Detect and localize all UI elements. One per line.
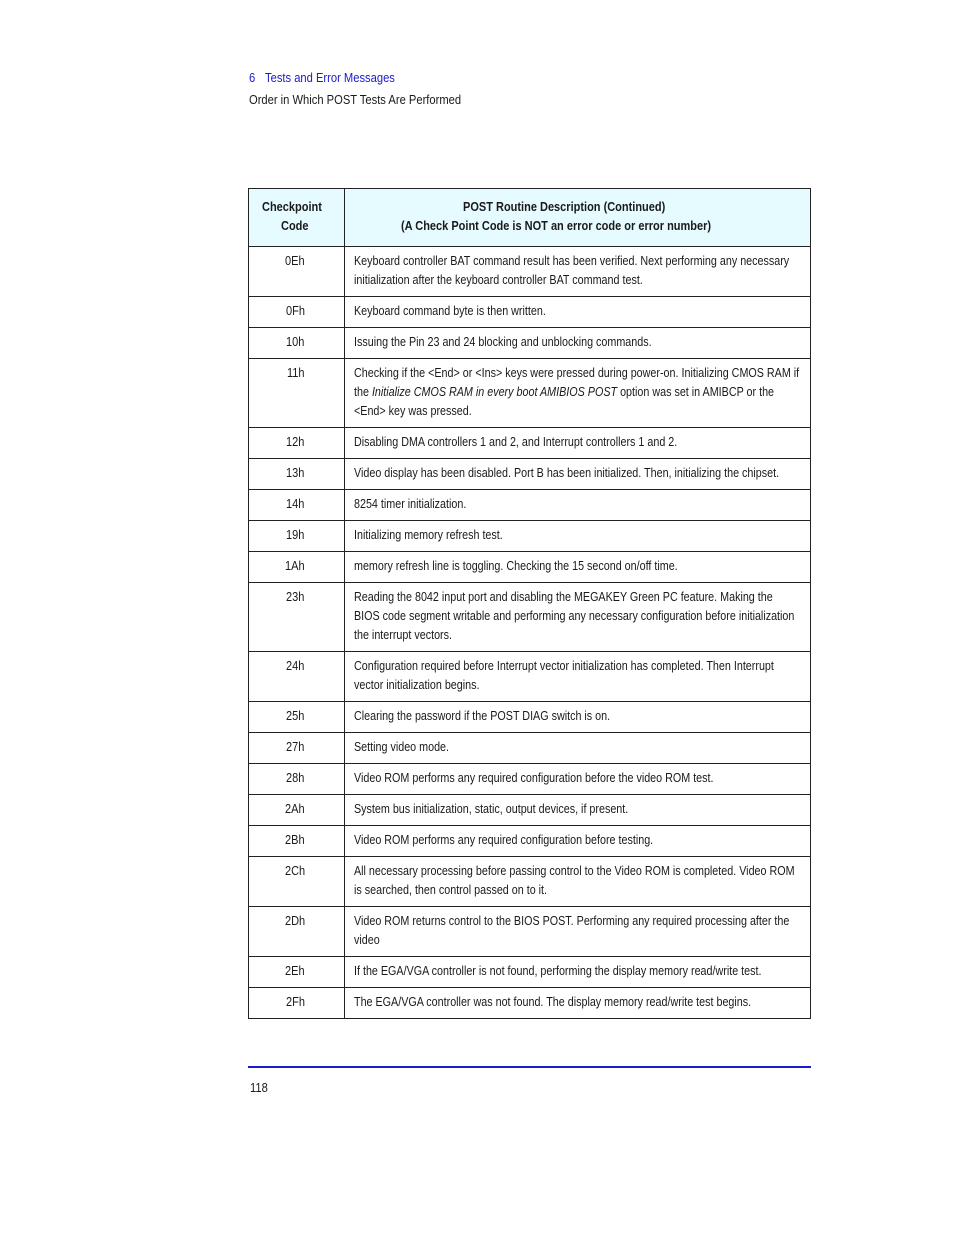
description-header xyxy=(345,189,811,247)
checkpoint-code: 12h xyxy=(286,435,305,449)
checkpoint-code: 0Fh xyxy=(285,304,305,318)
col1-header-line2: Code xyxy=(280,219,309,233)
table-row xyxy=(249,359,811,428)
desc-text: key was pressed. xyxy=(385,404,472,418)
end-key: <End> xyxy=(354,404,386,418)
table-row xyxy=(249,552,811,583)
page-number: 118 xyxy=(250,1080,268,1095)
table-row xyxy=(249,702,811,733)
table-row xyxy=(249,988,811,1019)
table-row xyxy=(249,459,811,490)
row-description: Keyboard command byte is then written. xyxy=(354,304,546,318)
row-description xyxy=(354,364,801,421)
checkpoint-code: 2Bh xyxy=(285,833,305,847)
row-description: Issuing the Pin 23 and 24 blocking and unblocking commands. xyxy=(354,335,652,349)
desc-text: option was set in AMIBCP or the xyxy=(617,385,775,399)
table-row xyxy=(249,328,811,359)
checkpoint-code: 13h xyxy=(286,466,305,480)
col1-header-line1: Checkpoint xyxy=(262,200,323,214)
table-row xyxy=(249,247,811,297)
checkpoint-code: 2Eh xyxy=(285,964,305,978)
checkpoint-code: 2Fh xyxy=(285,995,305,1009)
row-description: System bus initialization, static, output devices, if present. xyxy=(354,802,629,816)
checkpoint-code: 23h xyxy=(286,590,305,604)
table-row xyxy=(249,428,811,459)
table-row xyxy=(249,826,811,857)
checkpoint-code: 27h xyxy=(286,740,305,754)
checkpoint-code: 2Ch xyxy=(285,864,306,878)
table-row xyxy=(249,583,811,652)
ins-key: <Ins> xyxy=(475,366,503,380)
row-description: Video ROM performs any required configuration before testing. xyxy=(354,833,654,847)
col2-header-line2: (A Check Point Code is NOT an error code or error number) xyxy=(401,219,712,233)
footer-rule xyxy=(248,1066,811,1068)
row-description: Video ROM performs any required configuration before the video ROM test. xyxy=(354,771,714,785)
checkpoint-code: 28h xyxy=(286,771,305,785)
chapter-title: Tests and Error Messages xyxy=(265,70,395,85)
table-row xyxy=(249,490,811,521)
row-description: Configuration required before Interrupt vector initialization has completed. Then Interrupt vector initialization begins. xyxy=(354,659,774,692)
desc-text: Checking if the xyxy=(354,366,429,380)
checkpoint-code-header xyxy=(249,189,345,247)
row-description: Video ROM returns control to the BIOS POST. Performing any required processing after the video xyxy=(354,914,790,947)
checkpoint-code: 1Ah xyxy=(285,559,305,573)
row-description: Reading the 8042 input port and disabling the MEGAKEY Green PC feature. Making the BIOS code segment writable and performing any necessary configuration before initialization the interrupt vectors. xyxy=(354,590,795,642)
row-description: Clearing the password if the POST DIAG switch is on. xyxy=(354,709,611,723)
row-description: The EGA/VGA controller was not found. The display memory read/write test begins. xyxy=(354,995,752,1009)
row-description: 8254 timer initialization. xyxy=(354,497,467,511)
table-row xyxy=(249,733,811,764)
checkpoint-code: 25h xyxy=(286,709,305,723)
checkpoint-code: 2Ah xyxy=(285,802,305,816)
table-row xyxy=(249,652,811,702)
chapter-number: 6 xyxy=(249,70,256,85)
table-header-row xyxy=(249,189,811,247)
row-description: Initializing memory refresh test. xyxy=(354,528,503,542)
table-row xyxy=(249,795,811,826)
table-row xyxy=(249,521,811,552)
table-row xyxy=(249,907,811,957)
desc-text: or xyxy=(459,366,476,380)
desc-text: keys were pressed during power-on. Initializing CMOS RAM if the xyxy=(354,366,800,399)
table-row xyxy=(249,957,811,988)
checkpoint-code: 24h xyxy=(286,659,305,673)
table-row xyxy=(249,297,811,328)
checkpoint-code: 0Eh xyxy=(285,254,305,268)
checkpoint-code: 19h xyxy=(286,528,305,542)
checkpoint-code: 11h xyxy=(286,366,305,380)
table-row xyxy=(249,764,811,795)
post-checkpoint-table xyxy=(248,188,811,1019)
table-row xyxy=(249,857,811,907)
checkpoint-code: 14h xyxy=(286,497,305,511)
checkpoint-code: 10h xyxy=(286,335,305,349)
end-key: <End> xyxy=(428,366,460,380)
amibios-option-name: Initialize CMOS RAM in every boot AMIBIOS POST xyxy=(371,385,618,399)
row-description: memory refresh line is toggling. Checking the 15 second on/off time. xyxy=(354,559,678,573)
checkpoint-code: 2Dh xyxy=(285,914,306,928)
chapter-heading xyxy=(249,70,395,85)
row-description: Disabling DMA controllers 1 and 2, and Interrupt controllers 1 and 2. xyxy=(354,435,678,449)
row-description: Setting video mode. xyxy=(354,740,450,754)
col2-header-line1: POST Routine Description (Continued) xyxy=(462,200,665,214)
row-description: Video display has been disabled. Port B has been initialized. Then, initializing the chipset. xyxy=(354,466,780,480)
section-title: Order in Which POST Tests Are Performed xyxy=(249,92,462,107)
row-description: Keyboard controller BAT command result has been verified. Next performing any necessary initialization after the keyboard controller BAT command test. xyxy=(354,254,790,287)
row-description: All necessary processing before passing control to the Video ROM is completed. Video ROM is searched, then control passed on to it. xyxy=(354,864,795,897)
row-description: If the EGA/VGA controller is not found, performing the display memory read/write test. xyxy=(354,964,762,978)
